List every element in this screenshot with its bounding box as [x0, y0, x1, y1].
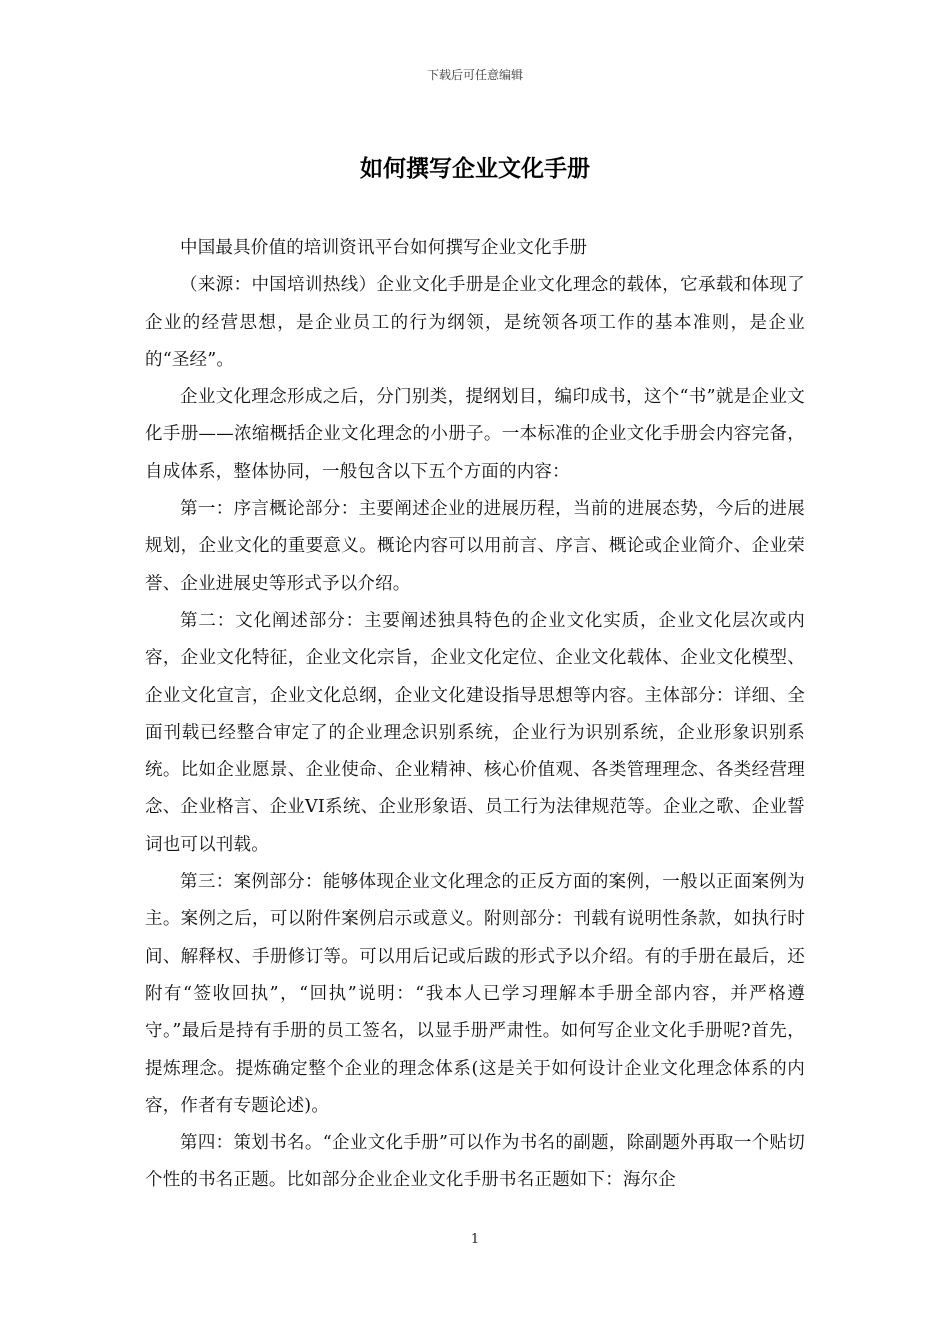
download-note: 下载后可任意编辑 — [426, 68, 523, 82]
paragraph-intro: 中国最具价值的培训资讯平台如何撰写企业文化手册 — [180, 238, 588, 258]
paragraph-overview: 企业文化理念形成之后，分门别类，提纲划目，编印成书，这个“书”就是企业文化手册——浓缩概括企业文化理念的小册子。一本标准的企业文化手册会内容完备，自成体系，整体协同，一般包含以下五个方面的内容： — [145, 387, 805, 482]
page-number: 1 — [470, 1232, 480, 1247]
document-body — [145, 230, 805, 1200]
paragraph-part-two: 第二：文化阐述部分：主要阐述独具特色的企业文化实质，企业文化层次或内容，企业文化特征，企业文化宗旨，企业文化定位、企业文化载体、企业文化模型、企业文化宣言，企业文化总纲，企业文化建设指导思想等内容。主体部分：详细、全面刊载已经整合审定了的企业理念识别系统，企业行为识别系统，企业形象识别系统。比如企业愿景、企业使命、企业精神、核心价值观、各类管理理念、各类经营理念、企业格言、企业VI系统、企业形象语、员工行为法律规范等。企业之歌、企业誓词也可以刊载。 — [145, 610, 805, 855]
paragraph-part-four: 第四：策划书名。“企业文化手册”可以作为书名的副题，除副题外再取一个贴切个性的书名正题。比如部分企业企业文化手册书名正题如下：海尔企 — [145, 1133, 805, 1191]
paragraph-source: （来源：中国培训热线）企业文化手册是企业文化理念的载体，它承载和体现了企业的经营思想，是企业员工的行为纲领，是统领各项工作的基本准则，是企业的“圣经”。 — [145, 275, 805, 370]
paragraph-part-three: 第三：案例部分：能够体现企业文化理念的正反方面的案例，一般以正面案例为主。案例之后，可以附件案例启示或意义。附则部分：刊载有说明性条款，如执行时间、解释权、手册修订等。可以用后记或后跋的形式予以介绍。有的手册在最后，还附有“签收回执”，“回执”说明：“我本人已学习理解本手册全部内容，并严格遵守。”最后是持有手册的员工签名，以显手册严肃性。如何写企业文化手册呢?首先，提炼理念。提炼确定整个企业的理念体系(这是关于如何设计企业文化理念体系的内容，作者有专题论述)。 — [145, 872, 805, 1116]
paragraph-part-one: 第一：序言概论部分：主要阐述企业的进展历程，当前的进展态势，今后的进展规划，企业文化的重要意义。概论内容可以用前言、序言、概论或企业简介、企业荣誉、企业进展史等形式予以介绍。 — [145, 499, 805, 594]
document-title: 如何撰写企业文化手册 — [360, 156, 590, 182]
